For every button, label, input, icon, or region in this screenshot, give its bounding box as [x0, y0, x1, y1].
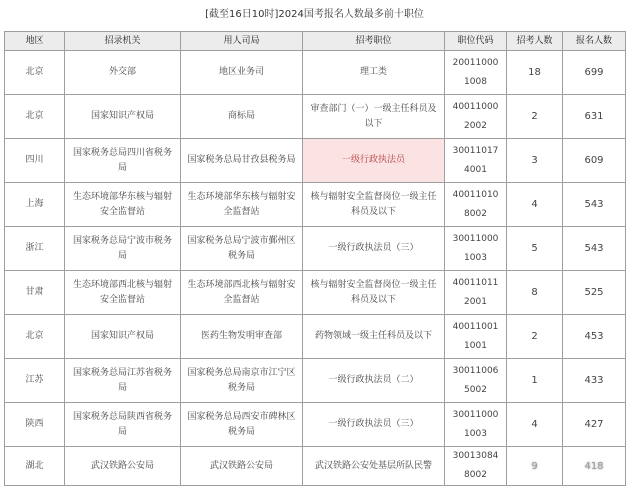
cell-code: 300110001003	[445, 403, 507, 447]
cell-region: 陕西	[5, 403, 65, 447]
table-row	[5, 271, 626, 315]
cell-code: 300130848002	[445, 447, 507, 486]
positions-table	[4, 31, 626, 486]
cell-position: 武汉铁路公安处基层所队民警	[303, 447, 445, 486]
cell-position: 核与辐射安全监督岗位一级主任科员及以下	[303, 271, 445, 315]
header-agency: 招录机关	[65, 32, 181, 51]
cell-applicants: 525	[563, 271, 626, 315]
cell-openings: 9	[507, 447, 563, 486]
cell-code: 400110112001	[445, 271, 507, 315]
cell-bureau: 国家税务总局甘孜县税务局	[181, 139, 303, 183]
cell-region: 四川	[5, 139, 65, 183]
table-row	[5, 183, 626, 227]
header-position: 招考职位	[303, 32, 445, 51]
table-row	[5, 51, 626, 95]
header-bureau: 用人司局	[181, 32, 303, 51]
table-header-row	[5, 32, 626, 51]
cell-code: 300110065002	[445, 359, 507, 403]
cell-bureau: 国家税务总局南京市江宁区税务局	[181, 359, 303, 403]
cell-openings: 4	[507, 403, 563, 447]
header-openings: 招考人数	[507, 32, 563, 51]
cell-applicants: 543	[563, 227, 626, 271]
cell-agency: 生态环境部西北核与辐射安全监督站	[65, 271, 181, 315]
cell-agency: 外交部	[65, 51, 181, 95]
table-row	[5, 447, 626, 486]
cell-position: 审查部门（一）一级主任科员及以下	[303, 95, 445, 139]
table-row	[5, 139, 626, 183]
cell-bureau: 生态环境部西北核与辐射安全监督站	[181, 271, 303, 315]
cell-code: 400110002002	[445, 95, 507, 139]
cell-region: 甘肃	[5, 271, 65, 315]
cell-agency: 国家税务总局宁波市税务局	[65, 227, 181, 271]
cell-agency: 国家知识产权局	[65, 95, 181, 139]
cell-region: 北京	[5, 315, 65, 359]
cell-region: 湖北	[5, 447, 65, 486]
cell-openings: 18	[507, 51, 563, 95]
table-row	[5, 95, 626, 139]
cell-bureau: 地区业务司	[181, 51, 303, 95]
cell-applicants: 453	[563, 315, 626, 359]
cell-openings: 5	[507, 227, 563, 271]
cell-bureau: 国家税务总局宁波市鄞州区税务局	[181, 227, 303, 271]
cell-code: 300110001003	[445, 227, 507, 271]
header-applicants: 报名人数	[563, 32, 626, 51]
cell-region: 北京	[5, 95, 65, 139]
cell-openings: 2	[507, 315, 563, 359]
cell-position: 一级行政执法员（二）	[303, 359, 445, 403]
table-row	[5, 403, 626, 447]
cell-code: 400110108002	[445, 183, 507, 227]
table-row	[5, 315, 626, 359]
cell-bureau: 国家税务总局西安市碑林区税务局	[181, 403, 303, 447]
cell-applicants: 699	[563, 51, 626, 95]
cell-agency: 国家税务总局陕西省税务局	[65, 403, 181, 447]
cell-agency: 武汉铁路公安局	[65, 447, 181, 486]
table-row	[5, 227, 626, 271]
cell-code: 400110011001	[445, 315, 507, 359]
table-row	[5, 359, 626, 403]
cell-openings: 3	[507, 139, 563, 183]
cell-agency: 国家税务总局江苏省税务局	[65, 359, 181, 403]
cell-bureau: 商标局	[181, 95, 303, 139]
cell-region: 北京	[5, 51, 65, 95]
table-title: [截至16日10时]2024国考报名人数最多前十职位	[205, 9, 424, 20]
cell-code: 300110174001	[445, 139, 507, 183]
cell-agency: 国家知识产权局	[65, 315, 181, 359]
header-region: 地区	[5, 32, 65, 51]
cell-bureau: 生态环境部华东核与辐射安全监督站	[181, 183, 303, 227]
cell-position: 一级行政执法员（三）	[303, 403, 445, 447]
cell-agency: 生态环境部华东核与辐射安全监督站	[65, 183, 181, 227]
cell-position: 一级行政执法员（三）	[303, 227, 445, 271]
cell-position: 核与辐射安全监督岗位一级主任科员及以下	[303, 183, 445, 227]
cell-region: 江苏	[5, 359, 65, 403]
cell-openings: 4	[507, 183, 563, 227]
cell-applicants: 418	[563, 447, 626, 486]
cell-applicants: 631	[563, 95, 626, 139]
cell-applicants: 543	[563, 183, 626, 227]
cell-position: 药物领域一级主任科员及以下	[303, 315, 445, 359]
cell-region: 浙江	[5, 227, 65, 271]
cell-openings: 1	[507, 359, 563, 403]
cell-bureau: 武汉铁路公安局	[181, 447, 303, 486]
cell-position-highlighted: 一级行政执法员	[303, 139, 445, 183]
cell-applicants: 427	[563, 403, 626, 447]
cell-openings: 8	[507, 271, 563, 315]
cell-region: 上海	[5, 183, 65, 227]
cell-agency: 国家税务总局四川省税务局	[65, 139, 181, 183]
cell-code: 200110001008	[445, 51, 507, 95]
cell-applicants: 609	[563, 139, 626, 183]
cell-openings: 2	[507, 95, 563, 139]
cell-position: 理工类	[303, 51, 445, 95]
cell-applicants: 433	[563, 359, 626, 403]
header-code: 职位代码	[445, 32, 507, 51]
cell-bureau: 医药生物发明审查部	[181, 315, 303, 359]
